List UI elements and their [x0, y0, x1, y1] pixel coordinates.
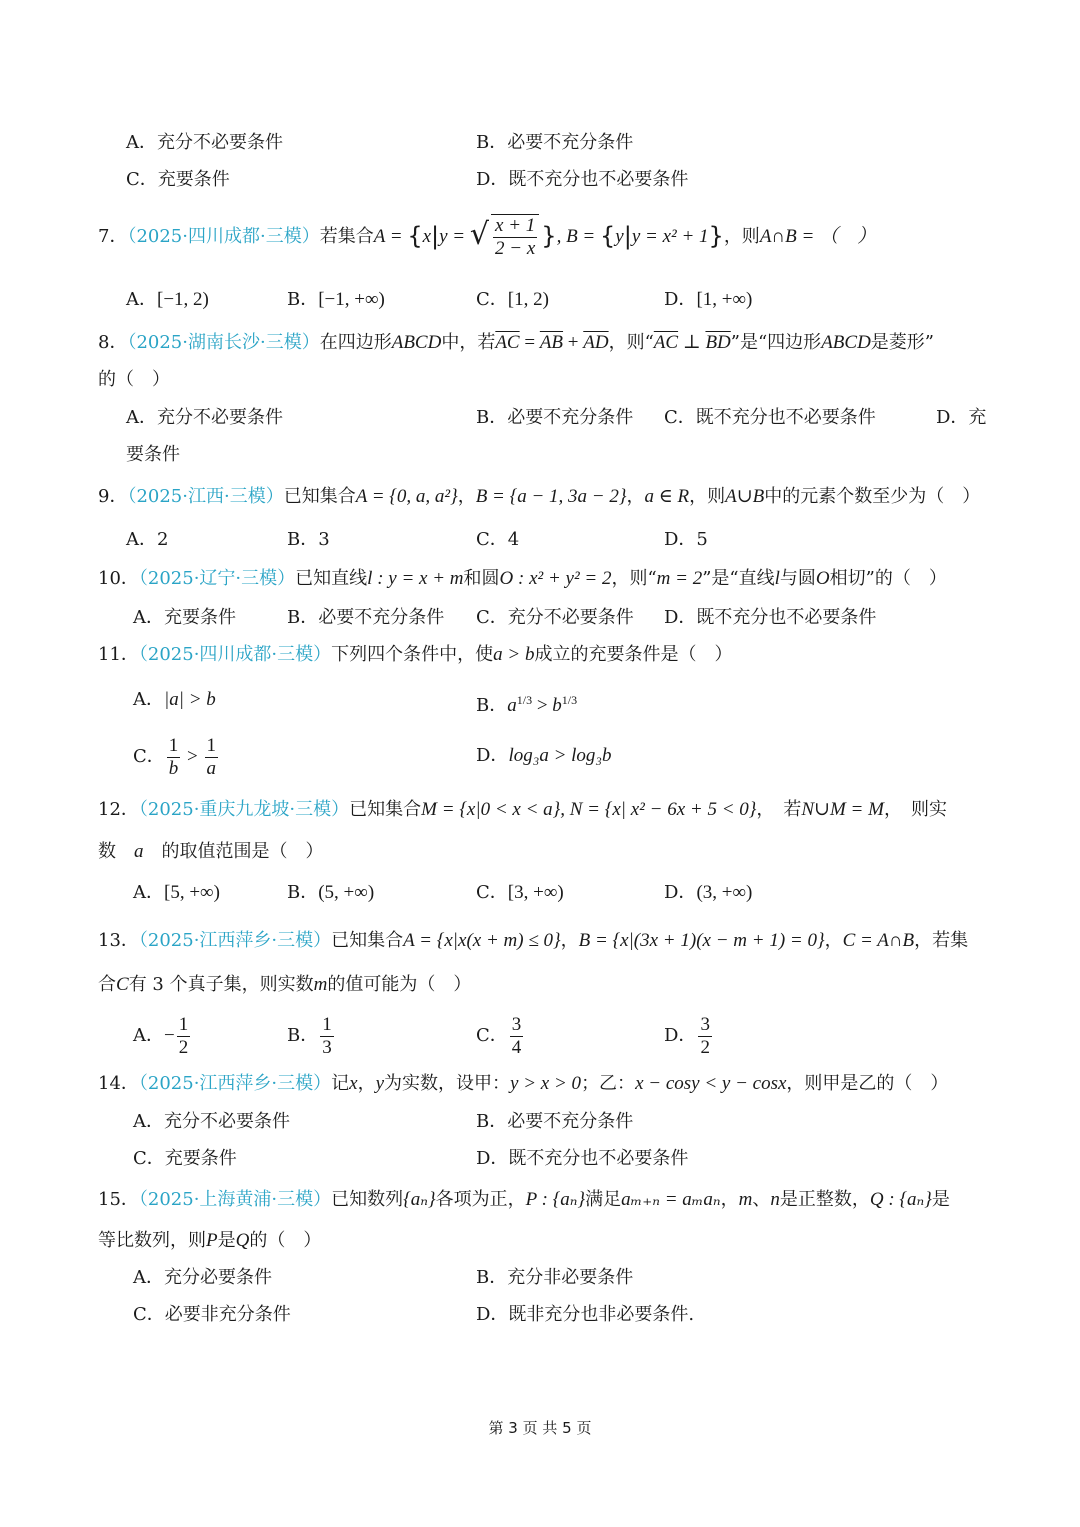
- question-source: （2025·湖南长沙·三模）: [127, 332, 320, 353]
- q14-option-b: B．必要不充分条件: [476, 1111, 634, 1132]
- q7-option-d: D．[1, +∞): [664, 289, 753, 310]
- question-number: 10．: [98, 568, 139, 589]
- q6-option-d: D．既不充分也不必要条件: [476, 169, 689, 190]
- q13-option-d: D． $\frac{3}{2}$: [664, 1013, 710, 1058]
- q8-stem-line2: 的（ ）: [98, 369, 170, 390]
- q13-stem-line2: 合C有 3 个真子集，则实数m的值可能为（ ）: [98, 974, 472, 995]
- q6-option-b: B．必要不充分条件: [476, 132, 634, 153]
- q14-option-d: D．既不充分也不必要条件: [476, 1148, 689, 1169]
- q13-option-a: A．− $\frac{1}{2}$: [133, 1013, 189, 1058]
- question-number: 11．: [98, 644, 139, 665]
- q15-option-d: D．既非充分也非必要条件.: [476, 1304, 695, 1325]
- q12-option-d: D．(3, +∞): [664, 882, 753, 903]
- q9-stem: 9．（2025·江西·三模）已知集合A = {0, a, a²}，B = {a − 1, 3a − 2}，a ∈ R，则A∪B中的元素个数至少为（ ）: [98, 486, 981, 507]
- q7-option-b: B．[−1, +∞): [287, 289, 385, 310]
- q7-option-a: A．[−1, 2): [126, 289, 209, 310]
- question-number: 14．: [98, 1073, 139, 1094]
- q14-option-a: A．充分不必要条件: [133, 1111, 290, 1132]
- page-footer: 第 3 页 共 5 页: [488, 1419, 592, 1437]
- q15-stem: 15．（2025·上海黄浦·三模）已知数列{aₙ}各项为正，P : {aₙ}满足aₘ₊ₙ = aₘaₙ，m、n是正整数，Q : {aₙ}是: [98, 1189, 950, 1210]
- q11-option-c: C． $\frac{1}{b}$ > $\frac{1}{a}$: [133, 734, 216, 779]
- q10-option-a: A．充要条件: [133, 607, 236, 628]
- q10-stem: 10．（2025·辽宁·三模）已知直线l : y = x + m和圆O : x² + y² = 2，则“m = 2”是“直线l与圆O相切”的（ ）: [98, 568, 947, 589]
- q11-option-d: D．log₃a > log₃b: [476, 745, 612, 766]
- q8-option-c: C．既不充分也不必要条件: [664, 407, 876, 428]
- question-number: 8．: [98, 332, 128, 353]
- q14-stem: 14．（2025·江西萍乡·三模）记x，y为实数，设甲：y > x > 0；乙：x − cosy < y − cosx，则甲是乙的（ ）: [98, 1073, 949, 1094]
- q15-option-c: C．必要非充分条件: [133, 1304, 291, 1325]
- q6-option-a: A．充分不必要条件: [126, 132, 283, 153]
- q8-option-a: A．充分不必要条件: [126, 407, 283, 428]
- q8-option-d-cont: 要条件: [126, 444, 180, 465]
- question-source: （2025·江西萍乡·三模）: [138, 1073, 332, 1094]
- q12-option-c: C．[3, +∞): [476, 882, 564, 903]
- q11-option-a: A．|a| > b: [133, 689, 216, 710]
- question-source: （2025·江西萍乡·三模）: [138, 930, 332, 951]
- q10-option-c: C．充分不必要条件: [476, 607, 634, 628]
- q12-option-b: B．(5, +∞): [287, 882, 375, 903]
- q13-option-c: C． $\frac{3}{4}$: [476, 1013, 522, 1058]
- q11-stem: 11．（2025·四川成都·三模）下列四个条件中，使a > b成立的充要条件是（ ）: [98, 644, 733, 665]
- question-source: （2025·上海黄浦·三模）: [138, 1189, 332, 1210]
- q12-option-a: A．[5, +∞): [133, 882, 220, 903]
- q8-option-b: B．必要不充分条件: [476, 407, 634, 428]
- question-source: （2025·辽宁·三模）: [138, 568, 296, 589]
- question-source: （2025·四川成都·三模）: [138, 644, 332, 665]
- q6-option-c: C．充要条件: [126, 169, 230, 190]
- question-source: （2025·重庆九龙坡·三模）: [138, 799, 350, 820]
- question-source: （2025·四川成都·三模）: [127, 226, 320, 247]
- question-number: 12．: [98, 799, 139, 820]
- q9-option-d: D．5: [664, 529, 708, 550]
- q7-stem: 7．（2025·四川成都·三模）若集合A = {x|y = √ $\frac{x + 1}{2 - x}$ }, B = {y|y = x² + 1}，则A∩B = （ ）: [98, 215, 877, 259]
- q10-option-d: D．既不充分也不必要条件: [664, 607, 877, 628]
- q9-option-c: C．4: [476, 529, 520, 550]
- q12-stem-line2: 数 a 的取值范围是（ ）: [98, 841, 324, 862]
- q14-option-c: C．充要条件: [133, 1148, 237, 1169]
- q9-option-a: A．2: [126, 529, 169, 550]
- q15-stem-line2: 等比数列，则P是Q的（ ）: [98, 1230, 322, 1251]
- q13-option-b: B． $\frac{1}{3}$: [287, 1013, 332, 1058]
- question-number: 13．: [98, 930, 139, 951]
- q15-option-b: B．充分非必要条件: [476, 1267, 634, 1288]
- q10-option-b: B．必要不充分条件: [287, 607, 445, 628]
- q12-stem: 12．（2025·重庆九龙坡·三模）已知集合M = {x|0 < x < a}, N = {x| x² − 6x + 5 < 0}， 若N∪M = M， 则实: [98, 799, 947, 820]
- q7-fraction: $\frac{x + 1}{2 - x}$: [491, 214, 539, 260]
- question-number: 9．: [98, 486, 128, 507]
- q13-stem: 13．（2025·江西萍乡·三模）已知集合A = {x|x(x + m) ≤ 0}，B = {x|(3x + 1)(x − m + 1) = 0}，C = A∩B，若集: [98, 930, 969, 951]
- q8-stem: 8．（2025·湖南长沙·三模）在四边形ABCD中，若$\overline{AC} = \overline{AB} + \overline{AD}$，则“$\overline{AC}$ ⊥ $\overline{BD}$”是“四边形ABCD是菱形”: [98, 332, 934, 353]
- question-number: 15．: [98, 1189, 139, 1210]
- q7-option-c: C．[1, 2): [476, 289, 549, 310]
- question-source: （2025·江西·三模）: [127, 486, 284, 507]
- q11-option-b: B．$a^{1/3} > b^{1/3}$: [476, 693, 578, 716]
- q15-option-a: A．充分必要条件: [133, 1267, 272, 1288]
- question-number: 7．: [98, 226, 128, 247]
- q8-option-d: D．充: [936, 407, 987, 428]
- q9-option-b: B．3: [287, 529, 330, 550]
